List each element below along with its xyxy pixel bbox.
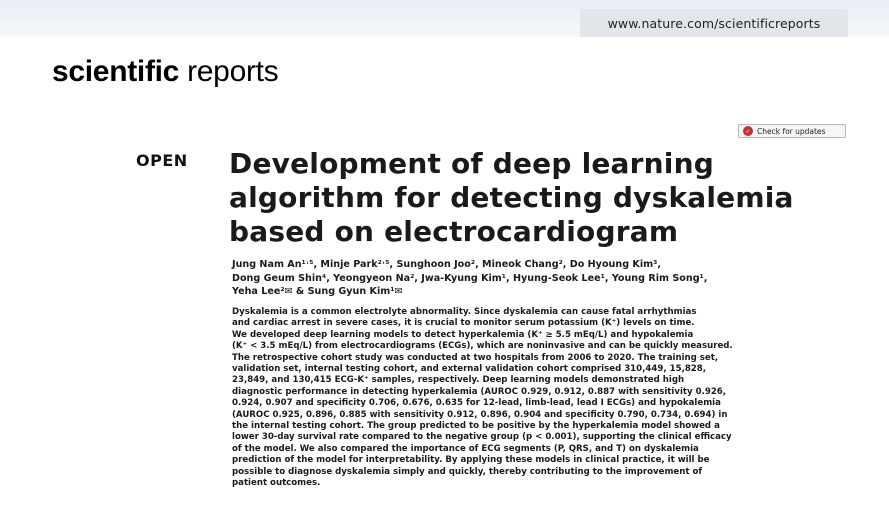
abstract-line: lower 30-day survival rate compared to the negative group (p < 0.001), supporting the clinical efficacy bbox=[232, 432, 732, 443]
author-line: Yeha Lee²✉ & Sung Gyun Kim¹✉ bbox=[232, 286, 403, 297]
open-access-label: OPEN bbox=[136, 151, 188, 170]
abstract-line: 23,849, and 130,415 ECG-K⁺ samples, respectively. Deep learning models demonstrated high bbox=[232, 375, 685, 386]
abstract-line: Dyskalemia is a common electrolyte abnormality. Since dyskalemia can cause fatal arrhythmias bbox=[232, 307, 697, 317]
abstract-line: (AUROC 0.925, 0.896, 0.885 with sensitivity 0.912, 0.896, 0.904 and specificity 0.790, 0.734, 0.694) in bbox=[232, 409, 728, 420]
abstract-line: and cardiac arrest in severe cases, it is crucial to monitor serum potassium (K⁺) levels on time. bbox=[232, 318, 695, 329]
journal-name-light: reports bbox=[187, 55, 279, 88]
abstract-line: prediction of the model for interpretability. By applying these models in clinical practice, it will be bbox=[232, 455, 710, 466]
abstract-line: 0.924, 0.907 and specificity 0.706, 0.676, 0.635 for 12-lead, limb-lead, lead I ECGs) and hypokalemia bbox=[232, 398, 721, 409]
abstract-line: the internal testing cohort. The group predicted to be positive by the hyperkalemia model showed a bbox=[232, 421, 720, 432]
abstract-line: of the model. We also compared the importance of ECG segments (P, QRS, and T) on dyskalemia bbox=[232, 443, 699, 454]
journal-name-bold: scientific bbox=[52, 55, 180, 88]
abstract-line: The retrospective cohort study was conducted at two hospitals from 2006 to 2020. The training set, bbox=[232, 352, 719, 363]
author-list bbox=[232, 258, 852, 299]
journal-logo bbox=[52, 55, 278, 89]
bookmark-icon: ✓ bbox=[743, 126, 753, 136]
abstract-line: (K⁺ < 3.5 mEq/L) from electrocardiograms (ECGs), which are noninvasive and can be quickly measured. bbox=[232, 341, 733, 352]
article-title: Development of deep learning algorithm for detecting dyskalemia based on electrocardiogram bbox=[229, 147, 794, 248]
author-line: Jung Nam An¹˒⁵, Minje Park²˒⁵, Sunghoon Joo², Mineok Chang², Do Hyoung Kim³, bbox=[232, 259, 661, 270]
abstract-line: diagnostic performance in detecting hyperkalemia (AUROC 0.929, 0.912, 0.887 with sensitivity 0.926, bbox=[232, 386, 727, 397]
abstract-line: validation set, internal testing cohort, and external validation cohort comprised 310,449, 15,828, bbox=[232, 364, 707, 375]
header-bar bbox=[0, 0, 889, 37]
abstract bbox=[232, 307, 852, 490]
abstract-line: patient outcomes. bbox=[232, 478, 321, 489]
check-updates-label: Check for updates bbox=[757, 126, 826, 136]
abstract-line: We developed deep learning models to detect hyperkalemia (K⁺ ≥ 5.5 mEq/L) and hypokalemia bbox=[232, 329, 694, 340]
check-updates-button[interactable] bbox=[738, 124, 846, 138]
journal-url[interactable]: www.nature.com/scientificreports bbox=[580, 9, 848, 37]
abstract-line: possible to diagnose dyskalemia simply and quickly, thereby contributing to the improvement of bbox=[232, 466, 703, 477]
author-line: Dong Geum Shin⁴, Yeongyeon Na², Jwa-Kyung Kim¹, Hyung-Seok Lee¹, Young Rim Song¹, bbox=[232, 272, 708, 284]
